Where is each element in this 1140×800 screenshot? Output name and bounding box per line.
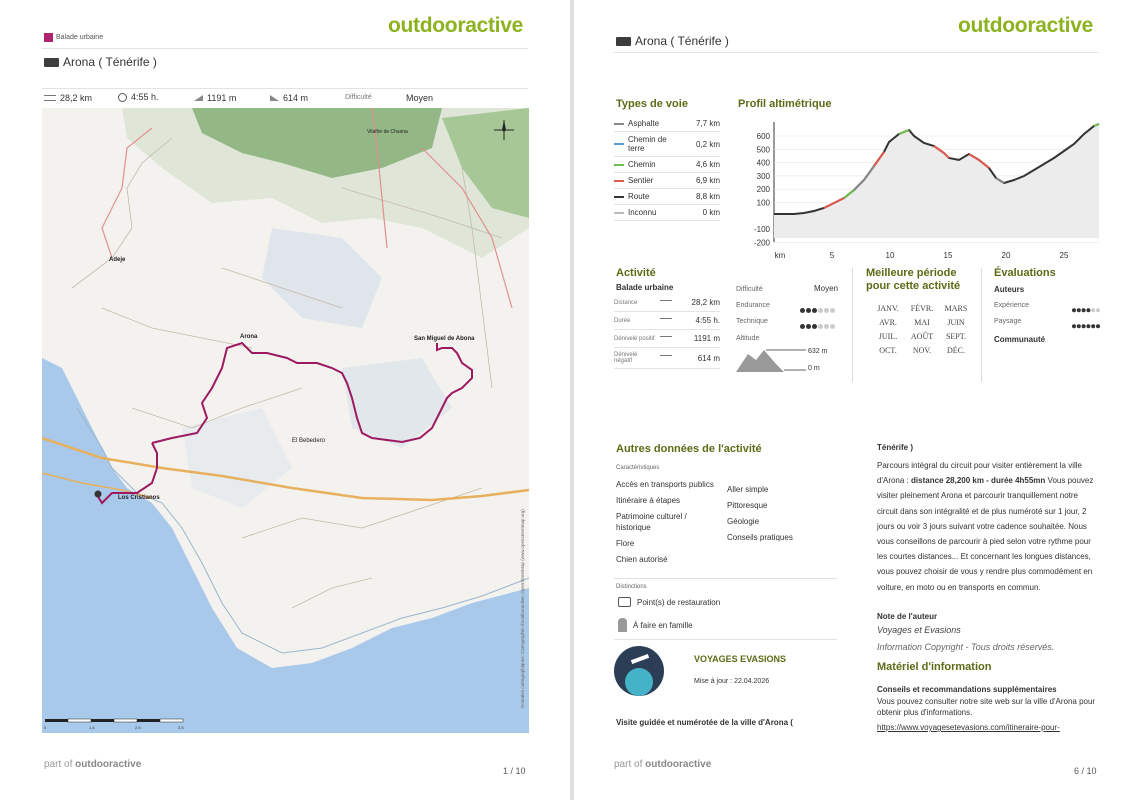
activity-tag-label: Balade urbaine (56, 34, 104, 41)
flag-icon (44, 58, 59, 67)
map-label-arona: Arona (240, 334, 258, 340)
road-types-heading: Types de voie (616, 98, 688, 110)
outdooractive-logo: outdooractive (388, 14, 523, 37)
svg-text:3.5: 3.5 (178, 725, 184, 730)
family-icon (618, 618, 627, 632)
footer-brand: part of outdooractive (614, 759, 712, 770)
divider (614, 52, 1098, 53)
outdooractive-logo: outdooractive (958, 14, 1093, 37)
elevation-profile (734, 118, 1104, 263)
best-period-months (871, 304, 973, 355)
activity-row-label: Distance (614, 299, 638, 306)
divider (852, 268, 853, 382)
characteristic-item: Patrimoine culturel / historique (616, 512, 687, 532)
ratings-community: Communauté (994, 335, 1046, 344)
difficulty-value: Moyen (406, 93, 434, 103)
characteristic-item: Pittoresque (727, 501, 768, 510)
map-label-el-bebedero: El Bebedero (292, 438, 326, 444)
road-types-table (614, 116, 720, 221)
map-label-los-cristianos: Los Cristianos (118, 495, 160, 501)
y-tick-label: -200 (753, 238, 770, 248)
road-type-swatch (614, 143, 624, 145)
route-map[interactable] (42, 108, 529, 733)
restaurant-icon (618, 597, 631, 607)
clock-icon (118, 93, 127, 102)
copyright: Information Copyright - Tous droits réservés. (877, 642, 1055, 652)
y-tick-label: 400 (756, 158, 770, 168)
characteristic-item: Géologie (727, 517, 760, 526)
distance-icon (44, 95, 56, 101)
distinctions-label: Distinctions (616, 584, 647, 590)
material-heading: Matériel d'information (877, 661, 992, 673)
road-type-row (614, 189, 720, 205)
month-8: SEPT. (945, 332, 967, 341)
divider (981, 268, 982, 382)
road-type-row (614, 116, 720, 132)
ascent-icon (194, 95, 203, 101)
characteristic-item: Itinéraire à étapes (616, 496, 681, 505)
y-tick-label: 200 (756, 185, 770, 195)
activity-tag (44, 33, 103, 42)
stat-duration: 4:55 h. (118, 92, 159, 102)
stat-icon (660, 300, 672, 306)
experience-label: Expérience (994, 302, 1030, 309)
stat-ascent: 1191 m (194, 93, 236, 103)
y-tick-label: 500 (756, 145, 770, 155)
activity-row-label: Durée (614, 317, 631, 324)
road-type-value: 6,9 km (695, 176, 720, 185)
page-title: Arona ( Ténérife ) (44, 55, 157, 69)
characteristic-item: Accès en transports publics (616, 480, 714, 489)
update-date: Mise à jour : 22.04.2026 (694, 678, 770, 685)
page-title: Arona ( Ténérife ) (616, 34, 729, 48)
advice-title: Conseils et recommandations supplémentaires (877, 685, 1057, 694)
difficulty-value: Moyen (814, 284, 839, 293)
y-tick-label: -100 (753, 225, 770, 235)
svg-text:2.8: 2.8 (135, 725, 141, 730)
road-type-row (614, 132, 720, 157)
landscape-rating (1072, 318, 1101, 332)
endurance-label: Endurance (736, 302, 770, 309)
characteristic-item: Conseils pratiques (727, 533, 793, 542)
descent-icon (270, 95, 279, 101)
month-1: FÉVR. (910, 304, 934, 313)
characteristics-col1 (616, 479, 716, 570)
activity-type: Balade urbaine (616, 283, 674, 292)
activity-heading: Activité (616, 267, 656, 279)
description-title-cont: Ténérife ) (877, 443, 914, 452)
activity-stats (614, 294, 720, 369)
divider (42, 48, 528, 49)
walk-icon (44, 33, 53, 42)
best-period-heading: Meilleure période pour cette activité (866, 267, 961, 292)
month-5: JUIN (947, 318, 965, 327)
y-tick-label: 300 (756, 171, 770, 181)
characteristic-item: Aller simple (727, 485, 769, 494)
ratings-heading: Évaluations (994, 267, 1056, 279)
page-number: 1 / 10 (503, 766, 526, 776)
road-type-swatch (614, 123, 624, 125)
activity-row (614, 348, 720, 369)
road-type-value: 4,6 km (695, 160, 720, 169)
technique-rating (800, 316, 836, 334)
svg-text:1.4: 1.4 (89, 725, 95, 730)
map-attribution: Données cartographiques: Cartographie d'outdooractive, OpenStreetMap (www.openstreetmap.org) (520, 509, 525, 708)
flag-icon (616, 37, 631, 46)
x-tick-label: 25 (1059, 251, 1069, 260)
month-0: JANV. (877, 304, 899, 313)
altitude-min: 0 m (808, 365, 820, 372)
activity-row-value: 4:55 h. (695, 316, 720, 325)
road-type-label: Inconnu (628, 208, 657, 217)
map-label-san-miguel: San Miguel de Abona (414, 336, 475, 342)
altitude-label: Altitude (736, 335, 760, 342)
stat-distance: 28,2 km (44, 93, 92, 103)
activity-row-value: 28,2 km (691, 298, 720, 307)
distinction-family: À faire en famille (618, 618, 693, 632)
altitude-graphic (736, 344, 846, 374)
difficulty-label: Difficulté (345, 94, 372, 101)
y-tick-label: 100 (756, 198, 770, 208)
stat-icon (660, 318, 672, 324)
external-link[interactable]: https://www.voyagesetevasions.com/itineraire-pour- (877, 723, 1060, 732)
road-type-label: Sentier (628, 176, 654, 185)
altitude-max: 632 m (808, 348, 828, 355)
stat-icon (660, 355, 672, 361)
divider (614, 578, 837, 579)
landscape-label: Paysage (994, 318, 1022, 325)
characteristics-label: Caractéristiques (616, 465, 660, 471)
activity-row (614, 294, 720, 312)
x-tick-label: 20 (1001, 251, 1011, 260)
road-type-swatch (614, 196, 624, 198)
advice-text: Vous pouvez consulter notre site web sur la ville d'Arona pour obtenir plus d'informations. (877, 697, 1096, 717)
footer-brand: part of outdooractive (44, 759, 142, 770)
activity-row (614, 312, 720, 330)
road-type-label: Asphalte (628, 119, 660, 128)
road-type-row (614, 205, 720, 221)
road-type-swatch (614, 164, 624, 166)
road-type-swatch (614, 180, 624, 182)
start-marker[interactable] (95, 491, 102, 498)
stat-icon (660, 336, 672, 342)
ratings-authors: Auteurs (994, 285, 1025, 294)
document-page-6 (574, 0, 1140, 800)
activity-row-value: 614 m (697, 353, 720, 363)
author-name: VOYAGES EVASIONS (694, 654, 787, 664)
road-type-value: 8,8 km (695, 192, 720, 201)
road-type-value: 0 km (702, 208, 720, 217)
road-type-row (614, 173, 720, 189)
svg-text:0: 0 (44, 725, 47, 730)
plane-icon (631, 654, 649, 664)
author-note-label: Note de l'auteur (877, 612, 938, 621)
road-type-label: Chemin (628, 160, 656, 169)
difficulty-label: Difficulté (736, 286, 763, 293)
month-11: DÉC. (947, 346, 965, 355)
author-avatar (614, 646, 664, 696)
profile-heading: Profil altimétrique (738, 98, 832, 110)
month-10: NOV. (912, 346, 932, 355)
other-heading: Autres données de l'activité (616, 443, 762, 455)
description-title: Visite guidée et numérotée de la ville d'Arona ( (616, 718, 793, 727)
technique-label: Technique (736, 318, 768, 325)
month-2: MARS (944, 304, 968, 313)
month-9: OCT. (879, 346, 897, 355)
x-tick-label: 5 (829, 251, 835, 260)
month-7: AOÛT (910, 332, 934, 341)
road-type-label: Chemin de terre (628, 135, 667, 153)
road-type-label: Route (628, 192, 650, 201)
activity-row-label: Dénivelé négatif (614, 352, 638, 364)
divider (42, 88, 528, 89)
characteristics-col2 (727, 484, 827, 548)
road-type-value: 7,7 km (695, 119, 720, 128)
activity-row (614, 330, 720, 348)
activity-row-label: Dénivelé positif (614, 335, 655, 342)
road-type-value: 0,2 km (695, 139, 720, 149)
characteristic-item: Chien autorisé (616, 555, 668, 564)
experience-rating (1072, 302, 1101, 316)
month-3: AVR. (879, 318, 897, 327)
description-text: Parcours intégral du circuit pour visiter entièrement la ville d'Arona : distance 28,200 km - durée 4h55mn Vous pouvez visiter pleinement Arona et parcourir tranquillement notre circuit dans son intégralité et de plus numéroté sur 1 jour, 2 jours ou voir 3 jours suivant votre cadence souhaitée. Nous vous conseillons de parcourir à pied selon votre rythme pour les courtes distances... Et concernant les longues distances, vous pouvez choisir de vous y rendre plus commodément en voiture, en moto ou en transports en commun. (877, 461, 1094, 592)
stat-descent: 614 m (270, 93, 308, 103)
page-number: 6 / 10 (1074, 766, 1097, 776)
month-6: JUIL. (878, 332, 898, 341)
road-type-row (614, 157, 720, 173)
activity-row-value: 1191 m (693, 334, 720, 343)
x-tick-label: 15 (943, 251, 953, 260)
map-label-adeje: Adeje (109, 257, 126, 263)
month-4: MAI (914, 318, 930, 327)
x-tick-label: km (774, 251, 786, 260)
road-type-swatch (614, 212, 624, 214)
characteristic-item: Flore (616, 539, 635, 548)
distinction-restaurant: Point(s) de restauration (618, 597, 720, 607)
x-tick-label: 10 (885, 251, 895, 260)
map-label-vilaflor: Vilaflor de Chasna (367, 129, 408, 135)
author-note: Voyages et Evasions (877, 625, 961, 635)
divider (614, 639, 837, 640)
scale-bar (45, 719, 183, 722)
y-tick-label: 600 (756, 132, 770, 141)
